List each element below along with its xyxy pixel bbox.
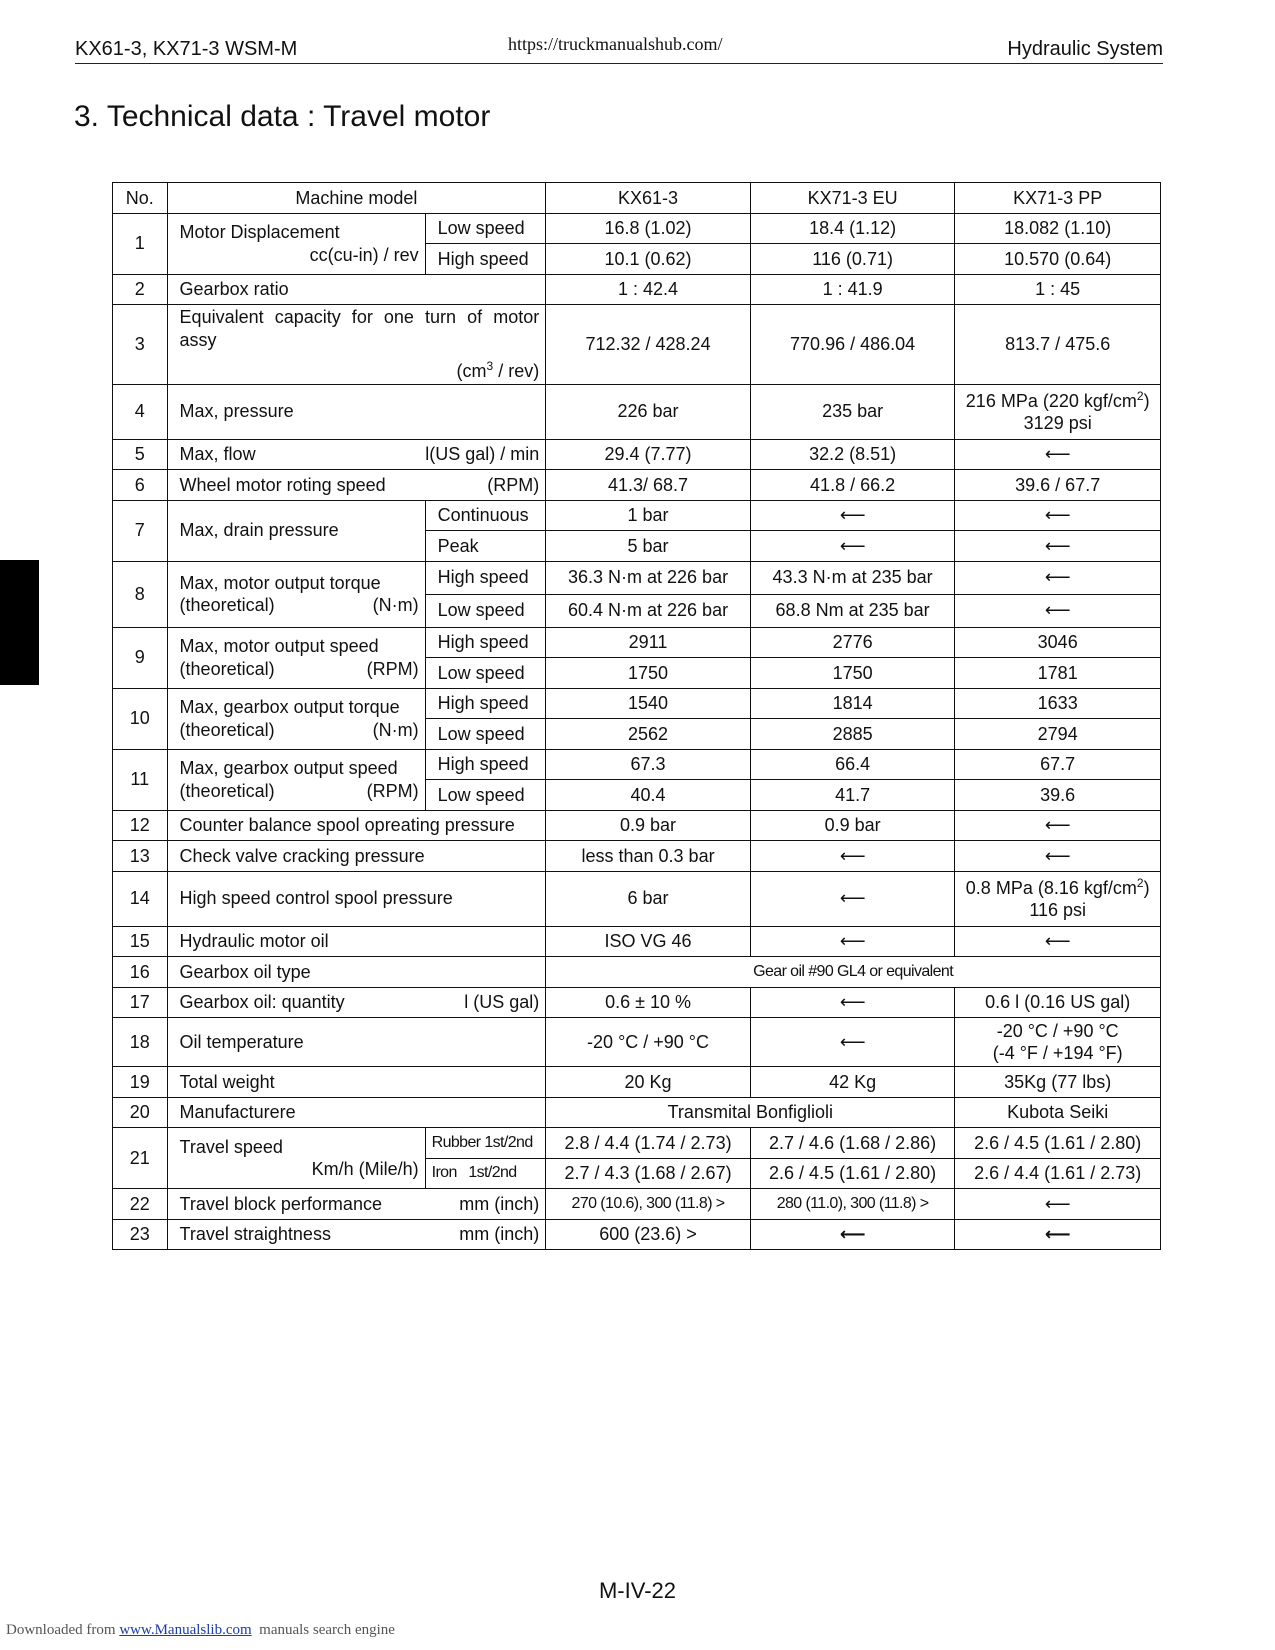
same-as-left-arrow: ⟵: [750, 500, 955, 531]
row-number: 21: [113, 1128, 168, 1189]
sub-label: Continuous: [425, 500, 546, 531]
sub-label: Low speed: [425, 213, 546, 244]
row-number: 3: [113, 305, 168, 385]
cell-kx71-3-pp: 10.570 (0.64): [955, 244, 1161, 275]
cell-kx61-3: 0.9 bar: [546, 810, 751, 841]
row-number: 12: [113, 810, 168, 841]
table-row: [113, 810, 1161, 841]
cell-kx71-3-eu: 66.4: [750, 749, 955, 780]
cell-kx61-3: 41.3/ 68.7: [546, 470, 751, 501]
header-machine-model: Machine model: [167, 183, 546, 214]
cell-kx71-3-pp: Kubota Seiki: [955, 1097, 1161, 1128]
cell-kx71-3-eu: 2.6 / 4.5 (1.61 / 2.80): [750, 1158, 955, 1189]
same-as-left-arrow: ⟵: [750, 871, 955, 926]
cell-kx71-3-eu: 1814: [750, 688, 955, 719]
row-label: [167, 305, 546, 385]
cell-kx61-3: 5 bar: [546, 531, 751, 562]
cell-kx61-3: 712.32 / 428.24: [546, 305, 751, 385]
cell-kx71-3-eu: 41.8 / 66.2: [750, 470, 955, 501]
header-kx71-3-eu: KX71-3 EU: [750, 183, 955, 214]
row-label: Counter balance spool opreating pressure: [167, 810, 546, 841]
row-number: 4: [113, 384, 168, 439]
same-as-left-arrow: ⟵: [955, 810, 1161, 841]
label-text: Equivalent capacity for one turn of motor assy: [179, 307, 540, 350]
table-row: [113, 926, 1161, 957]
sub-label: Peak: [425, 531, 546, 562]
cell-kx71-3-eu: 770.96 / 486.04: [750, 305, 955, 385]
row-number: 17: [113, 987, 168, 1018]
section-tab-marker: [0, 560, 39, 685]
cell-kx61-3: 1 bar: [546, 500, 751, 531]
table-row: [113, 871, 1161, 926]
cell-kx71-3-eu: 43.3 N·m at 235 bar: [750, 561, 955, 594]
cell-kx71-3-eu: 2776: [750, 627, 955, 658]
cell-kx71-3-eu: 32.2 (8.51): [750, 439, 955, 470]
label-unit: cc(cu-in) / rev: [309, 244, 419, 265]
cell-kx61-3: 60.4 N·m at 226 bar: [546, 594, 751, 627]
cell-kx61-3: 1540: [546, 688, 751, 719]
row-label: Max, drain pressure: [167, 500, 425, 561]
cell-kx61-3: 600 (23.6) >: [546, 1219, 751, 1250]
table-row: [113, 305, 1161, 385]
download-footer: [6, 1622, 395, 1639]
row-number: 7: [113, 500, 168, 561]
cell-kx71-3-eu: 18.4 (1.12): [750, 213, 955, 244]
table-row: [113, 1219, 1161, 1250]
same-as-left-arrow: ⟵: [750, 841, 955, 872]
cell-kx71-3-pp: 3046: [955, 627, 1161, 658]
row-number: 5: [113, 439, 168, 470]
same-as-left-arrow: ⟵: [750, 531, 955, 562]
cell-kx71-3-eu: 1750: [750, 658, 955, 689]
table-row: [113, 439, 1161, 470]
cell-kx61-3: 2.8 / 4.4 (1.74 / 2.73): [546, 1128, 751, 1159]
row-label: Wheel motor roting speed (RPM): [167, 470, 546, 501]
same-as-left-arrow: ⟵: [955, 926, 1161, 957]
table-row: [113, 749, 1161, 780]
cell-kx61-3: 0.6 ± 10 %: [546, 987, 751, 1018]
download-suffix: manuals search engine: [251, 1622, 395, 1638]
table-row: [113, 1189, 1161, 1220]
same-as-left-arrow: ⟵: [955, 1219, 1161, 1250]
cell-kx71-3-eu: 235 bar: [750, 384, 955, 439]
same-as-left-arrow: ⟵: [955, 841, 1161, 872]
cell-kx61-3: 6 bar: [546, 871, 751, 926]
same-as-left-arrow: ⟵: [955, 500, 1161, 531]
table-row: [113, 274, 1161, 305]
cell-all-models: Gear oil #90 GL4 or equivalent: [546, 957, 1161, 988]
sub-label: Low speed: [425, 719, 546, 750]
label-text: Motor Displacement: [179, 222, 340, 242]
row-label: Gearbox oil: quantity l (US gal): [167, 987, 546, 1018]
cell-kx61-3: 20 Kg: [546, 1067, 751, 1098]
cell-kx61-3: 10.1 (0.62): [546, 244, 751, 275]
cell-kx61-3: 29.4 (7.77): [546, 439, 751, 470]
same-as-left-arrow: ⟵: [955, 561, 1161, 594]
header-kx61-3: KX61-3: [546, 183, 751, 214]
cell-kx71-3-pp: 813.7 / 475.6: [955, 305, 1161, 385]
row-number: 22: [113, 1189, 168, 1220]
row-label: Max, motor output torque (theoretical) (N·m): [167, 561, 425, 627]
table-row: [113, 841, 1161, 872]
cell-kx61-3: 1750: [546, 658, 751, 689]
row-number: 18: [113, 1018, 168, 1067]
table-row: [113, 561, 1161, 594]
row-label: Total weight: [167, 1067, 546, 1098]
row-label: Hydraulic motor oil: [167, 926, 546, 957]
cell-kx71-3-eu: 2885: [750, 719, 955, 750]
row-number: 8: [113, 561, 168, 627]
label-unit: $(cm^3 / rev)$: [456, 359, 540, 381]
page-number: M-IV-22: [598, 1578, 677, 1603]
cell-kx71-3-pp: 216 MPa (220 kgf/$cm^2$) 3129 psi: [955, 384, 1161, 439]
row-number: 14: [113, 871, 168, 926]
sub-label: High speed: [425, 749, 546, 780]
row-label: Travel straightness mm (inch): [167, 1219, 546, 1250]
row-number: 2: [113, 274, 168, 305]
cell-kx71-3-eu: 116 (0.71): [750, 244, 955, 275]
table-row: [113, 987, 1161, 1018]
cell-kx71-3-pp: 35Kg (77 lbs): [955, 1067, 1161, 1098]
manualslib-link[interactable]: www.Manualslib.com: [119, 1622, 252, 1638]
sub-label: High speed: [425, 688, 546, 719]
sub-label: Low speed: [425, 780, 546, 811]
cell-kx71-3-eu: 42 Kg: [750, 1067, 955, 1098]
cell-kx61-3: 2562: [546, 719, 751, 750]
row-number: 16: [113, 957, 168, 988]
cell-kx71-3-pp: 39.6 / 67.7: [955, 470, 1161, 501]
cell-kx61-3: 40.4: [546, 780, 751, 811]
row-label: Check valve cracking pressure: [167, 841, 546, 872]
row-label: Oil temperature: [167, 1018, 546, 1067]
sub-label: Low speed: [425, 658, 546, 689]
same-as-left-arrow: ⟵: [750, 1018, 955, 1067]
page-title: 3. Technical data : Travel motor: [74, 100, 491, 133]
cell-kx61-3: less than 0.3 bar: [546, 841, 751, 872]
cell-kx71-3-pp: 2.6 / 4.4 (1.61 / 2.73): [955, 1158, 1161, 1189]
cell-kx71-3-eu: 1 : 41.9: [750, 274, 955, 305]
row-number: 11: [113, 749, 168, 810]
cell-kx61-3: 36.3 N·m at 226 bar: [546, 561, 751, 594]
cell-kx71-3-pp: 0.6 l (0.16 US gal): [955, 987, 1161, 1018]
cell-kx61-3: -20 °C / +90 °C: [546, 1018, 751, 1067]
cell-kx61-3: 1 : 42.4: [546, 274, 751, 305]
row-label: Travel block performance mm (inch): [167, 1189, 546, 1220]
cell-kx61-3: 226 bar: [546, 384, 751, 439]
cell-kx61-3: 2911: [546, 627, 751, 658]
sub-label: Iron 1st/2nd: [425, 1158, 546, 1189]
row-label: Max, motor output speed (theoretical) (RPM): [167, 627, 425, 688]
sub-label: High speed: [425, 627, 546, 658]
header-section: Hydraulic System: [1007, 38, 1163, 60]
cell-kx71-3-pp: 18.082 (1.10): [955, 213, 1161, 244]
same-as-left-arrow: ⟵: [955, 594, 1161, 627]
row-label: Travel speed Km/h (Mile/h): [167, 1128, 425, 1189]
sub-label: High speed: [425, 561, 546, 594]
cell-kx61-3: 2.7 / 4.3 (1.68 / 2.67): [546, 1158, 751, 1189]
cell-kx71-3-eu: 280 (11.0), 300 (11.8) >: [750, 1189, 955, 1220]
row-number: 23: [113, 1219, 168, 1250]
table-row: [113, 1097, 1161, 1128]
cell-kx71-3-eu: 2.7 / 4.6 (1.68 / 2.86): [750, 1128, 955, 1159]
table-row: [113, 1018, 1161, 1067]
row-number: 6: [113, 470, 168, 501]
row-number: 1: [113, 213, 168, 274]
cell-kx71-3-pp: 0.8 MPa (8.16 kgf/$cm^2$) 116 psi: [955, 871, 1161, 926]
row-label: High speed control spool pressure: [167, 871, 546, 926]
technical-data-table: [112, 182, 1161, 1250]
row-label: Max, pressure: [167, 384, 546, 439]
cell-kx71-3-pp: -20 °C / +90 °C (-4 °F / +194 °F): [955, 1018, 1161, 1067]
row-number: 9: [113, 627, 168, 688]
table-row: [113, 1067, 1161, 1098]
row-number: 15: [113, 926, 168, 957]
cell-kx71-3-eu: 41.7: [750, 780, 955, 811]
same-as-left-arrow: ⟵: [955, 439, 1161, 470]
row-label: Gearbox oil type: [167, 957, 546, 988]
sub-label: Rubber 1st/2nd: [425, 1128, 546, 1159]
table-row: [113, 500, 1161, 531]
cell-kx71-3-pp: 39.6: [955, 780, 1161, 811]
table-row: [113, 1128, 1161, 1159]
cell-kx71-3-eu: 0.9 bar: [750, 810, 955, 841]
cell-kx71-3-pp: 1 : 45: [955, 274, 1161, 305]
cell-kx71-3-pp: 67.7: [955, 749, 1161, 780]
same-as-left-arrow: ⟵: [955, 531, 1161, 562]
header-no: No.: [113, 183, 168, 214]
row-number: 19: [113, 1067, 168, 1098]
sub-label: High speed: [425, 244, 546, 275]
cell-kx61-3: 270 (10.6), 300 (11.8) >: [546, 1189, 751, 1220]
row-label: Max, flow l(US gal) / min: [167, 439, 546, 470]
table-row: [113, 470, 1161, 501]
sub-label: Low speed: [425, 594, 546, 627]
cell-kx61-3: ISO VG 46: [546, 926, 751, 957]
table-row: [113, 957, 1161, 988]
row-label: [167, 213, 425, 274]
table-row: [113, 688, 1161, 719]
cell-kx61-3-kx71-3-eu: Transmital Bonfiglioli: [546, 1097, 955, 1128]
table-row: [113, 384, 1161, 439]
header-doc-title: KX61-3, KX71-3 WSM-M: [75, 38, 298, 60]
cell-kx71-3-pp: 2794: [955, 719, 1161, 750]
table-row: [113, 213, 1161, 244]
header-rule: [75, 63, 1163, 64]
row-label: Gearbox ratio: [167, 274, 546, 305]
download-prefix: Downloaded from: [6, 1622, 120, 1638]
cell-kx61-3: 67.3: [546, 749, 751, 780]
same-as-left-arrow: ⟵: [750, 987, 955, 1018]
cell-kx71-3-pp: 1781: [955, 658, 1161, 689]
cell-kx71-3-pp: 2.6 / 4.5 (1.61 / 2.80): [955, 1128, 1161, 1159]
table-header-row: [113, 183, 1161, 214]
row-number: 20: [113, 1097, 168, 1128]
same-as-left-arrow: ⟵: [955, 1189, 1161, 1220]
same-as-left-arrow: ⟵: [750, 1219, 955, 1250]
row-label: Manufacturere: [167, 1097, 546, 1128]
cell-kx71-3-eu: 68.8 Nm at 235 bar: [750, 594, 955, 627]
cell-kx71-3-pp: 1633: [955, 688, 1161, 719]
row-number: 10: [113, 688, 168, 749]
same-as-left-arrow: ⟵: [750, 926, 955, 957]
cell-kx61-3: 16.8 (1.02): [546, 213, 751, 244]
row-label: Max, gearbox output torque (theoretical) (N·m): [167, 688, 425, 749]
row-number: 13: [113, 841, 168, 872]
header-kx71-3-pp: KX71-3 PP: [955, 183, 1161, 214]
table-row: [113, 627, 1161, 658]
header-url: https://truckmanualshub.com/: [508, 34, 723, 54]
row-label: Max, gearbox output speed (theoretical) (RPM): [167, 749, 425, 810]
